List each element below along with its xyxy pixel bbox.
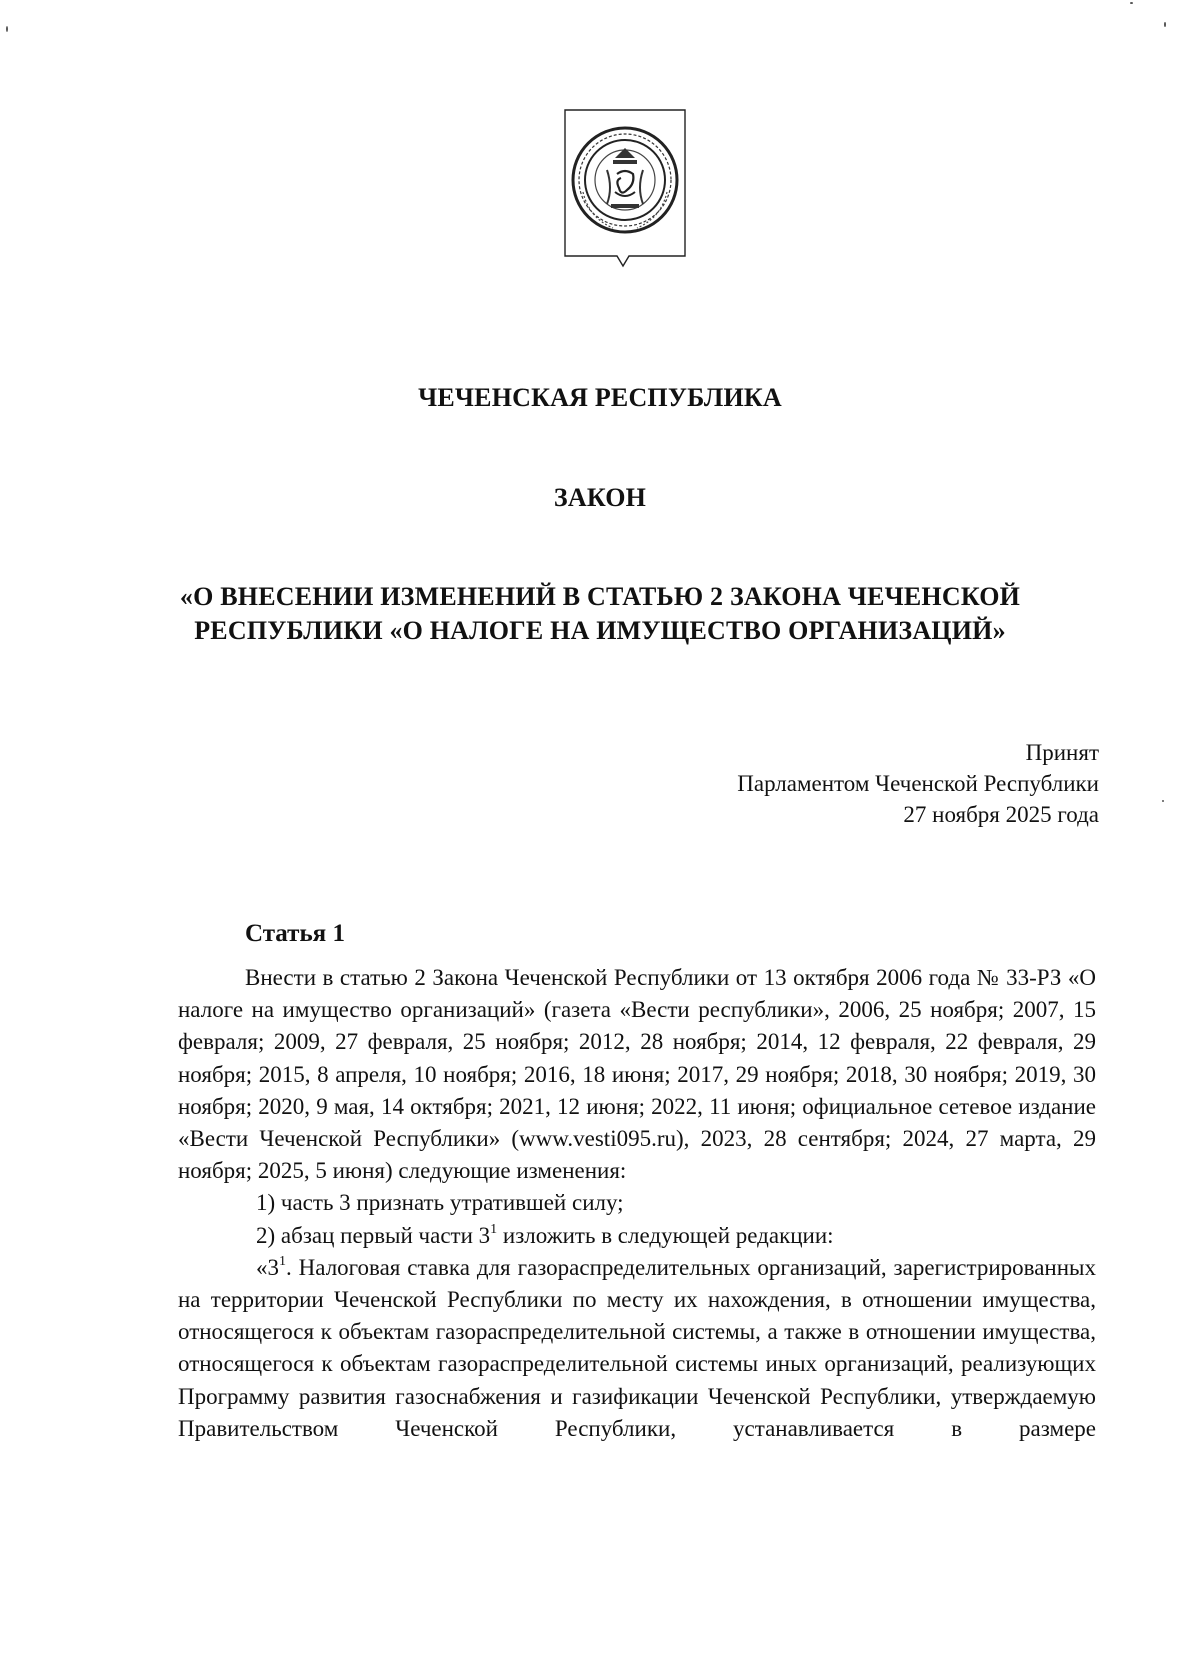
adoption-line-1: Принят [1025, 740, 1099, 765]
scan-speck [6, 26, 8, 32]
law-title-line-2: РЕСПУБЛИКИ «О НАЛОГЕ НА ИМУЩЕСТВО ОРГАНИЗАЦИЙ» [194, 616, 1006, 645]
quote-superscript: 1 [279, 1253, 286, 1269]
document-type-heading: ЗАКОН [553, 483, 647, 512]
quote-text-post: . Налоговая ставка для газораспределительных организаций, зарегистрированных на территории Чеченской Республики по месту их нахождения, в отношении имущества, относящегося к объектам газораспределительной системы, а также в отношении имущества, относящегося к объектам газораспределительной системы иных организаций, реализующих Программу развития газоснабжения и газификации Чеченской Республики, утверждаемую Правительством Чеченской Республики, устанавливается в размере [178, 1254, 1096, 1441]
law-title [0, 580, 1200, 648]
list-item-2-text-pre: 2) абзац первый части 3 [256, 1222, 491, 1248]
article-heading: Статья 1 [245, 920, 345, 947]
coat-of-arms-emblem [563, 108, 691, 280]
article-intro-paragraph: Внести в статью 2 Закона Чеченской Республики от 13 октября 2006 года № 33-РЗ «О налоге на имущество организаций» (газета «Вести республики», 2006, 25 ноября; 2007, 15 февраля; 2009, 27 февраля, 25 ноября; 2012, 28 ноября; 2014, 12 февраля, 22 февраля, 29 ноября; 2015, 8 апреля, 10 ноября; 2016, 18 июня; 2017, 29 ноября; 2018, 30 ноября; 2019, 30 ноября; 2020, 9 мая, 14 октября; 2021, 12 июня; 2022, 11 июня; официальное сетевое издание «Вести Чеченской Республики» (www.vesti095.ru), 2023, 28 сентября; 2024, 27 марта, 29 ноября; 2025, 5 июня) следующие изменения: [178, 965, 1096, 1184]
law-title-line-1: «О ВНЕСЕНИИ ИЗМЕНЕНИЙ В СТАТЬЮ 2 ЗАКОНА ЧЕЧЕНСКОЙ [179, 582, 1021, 611]
list-item-2 [178, 1220, 1096, 1252]
adoption-date: 27 ноября 2025 года [903, 802, 1099, 827]
adoption-line-2: Парламентом Чеченской Республики [737, 771, 1099, 796]
scan-speck [1164, 22, 1166, 27]
list-item-2-text-post: изложить в следующей редакции: [497, 1222, 834, 1248]
quote-text-pre: «3 [256, 1254, 279, 1280]
chechen-coat-of-arms-icon [563, 108, 691, 280]
article-body [178, 962, 1096, 1445]
scan-speck [1162, 800, 1164, 802]
adoption-block [737, 737, 1099, 830]
list-item-1: 1) часть 3 признать утратившей силу; [256, 1190, 624, 1216]
scan-speck [1130, 2, 1133, 4]
quoted-amendment-paragraph [178, 1252, 1096, 1445]
list-item-2-superscript: 1 [490, 1221, 498, 1237]
republic-heading: ЧЕЧЕНСКАЯ РЕСПУБЛИКА [418, 383, 782, 412]
